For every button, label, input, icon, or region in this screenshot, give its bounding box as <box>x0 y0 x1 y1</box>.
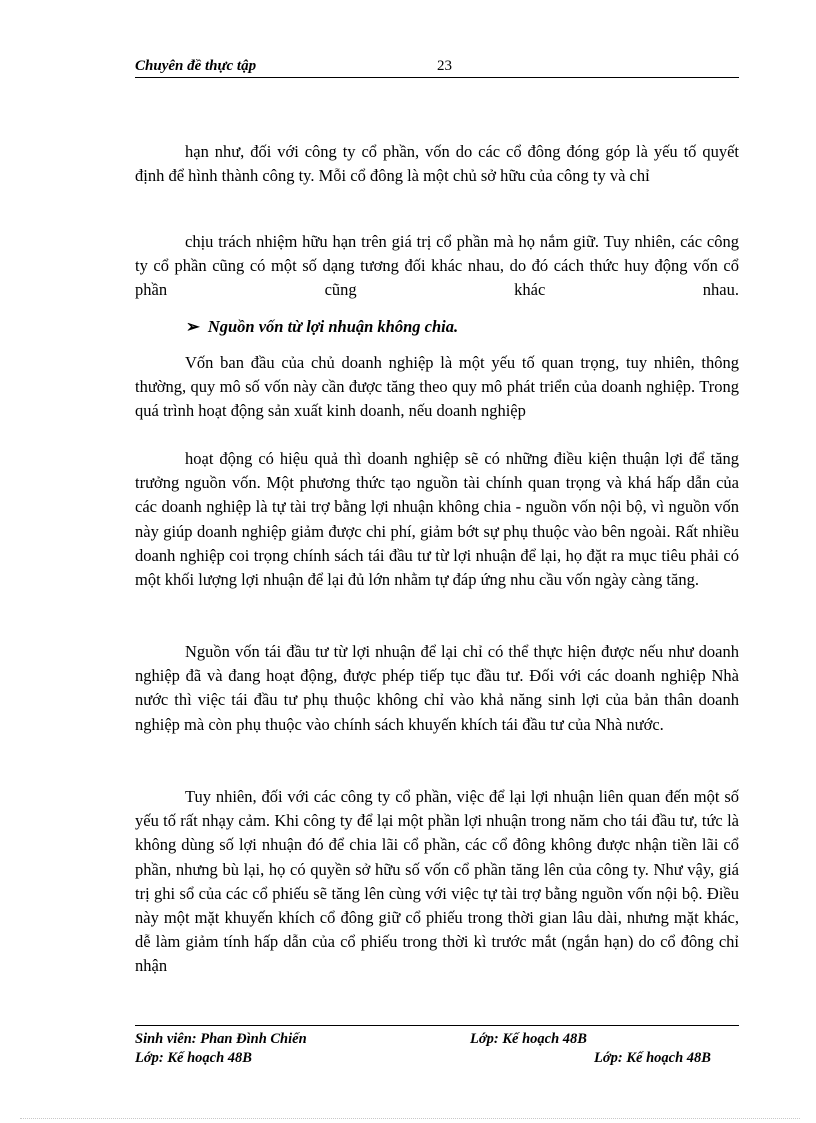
paragraph-block-5 <box>135 640 739 737</box>
footer-class-right-1: Lớp: Kế hoạch 48B <box>470 1031 587 1047</box>
paragraph: hạn như, đối với công ty cổ phần, vốn do các cổ đông đóng góp là yếu tố quyết định để hình thành công ty. Mỗi cổ đông là một chủ sở hữu của công ty và chỉ <box>135 142 739 186</box>
paragraph: Vốn ban đầu của chủ doanh nghiệp là một yếu tố quan trọng, tuy nhiên, thông thường, quy mô số vốn này cần được tăng theo quy mô phát triển của doanh nghiệp. Trong quá trình hoạt động sản xuất kinh doanh, nếu doanh nghiệp <box>135 353 739 421</box>
footer-student: Sinh viên: Phan Đình Chiến <box>135 1031 307 1047</box>
paragraph: Tuy nhiên, đối với các công ty cổ phần, việc để lại lợi nhuận liên quan đến một số yếu tố rất nhạy cảm. Khi công ty để lại một phần lợi nhuận trong năm cho tái đầu tư, tức là không dùng số lợi nhuận đó để chia lãi cổ phần, các cổ đông không được nhận tiền lãi cổ phần, nhưng bù lại, họ có quyền sở hữu số vốn cổ phần tăng lên của công ty. Như vậy, giá trị ghi sổ của các cổ phiếu sẽ tăng lên cùng với việc tự tài trợ bằng nguồn vốn nội bộ. Điều này một mặt khuyến khích cổ đông giữ cổ phiếu trong thời gian lâu dài, nhưng mặt khác, dễ làm giảm tính hấp dẫn của cổ phiếu trong thời kì trước mắt (ngắn hạn) do cổ đông chỉ nhận <box>135 787 739 976</box>
header-title: Chuyên đề thực tập <box>135 58 257 74</box>
paragraph-block-4 <box>135 447 739 592</box>
section-heading <box>186 317 458 337</box>
arrow-bullet-icon: ➢ <box>186 317 200 336</box>
page-edge-divider <box>20 1118 800 1119</box>
footer-divider <box>135 1025 739 1026</box>
header-divider <box>135 77 739 78</box>
footer-class-right-2: Lớp: Kế hoạch 48B <box>594 1050 711 1066</box>
paragraph: chịu trách nhiệm hữu hạn trên giá trị cổ phần mà họ nắm giữ. Tuy nhiên, các công ty cổ phần cũng có một số dạng tương đối khác nhau, do đó cách thức huy động vốn cổ phần cũng khác nhau. <box>135 232 739 300</box>
footer-class-left-2: Lớp: Kế hoạch 48B <box>135 1050 252 1066</box>
page-number: 23 <box>437 58 452 74</box>
section-heading-text: Nguồn vốn từ lợi nhuận không chia. <box>207 317 459 336</box>
paragraph: hoạt động có hiệu quả thì doanh nghiệp sẽ có những điều kiện thuận lợi để tăng trưởng nguồn vốn. Một phương thức tạo nguồn tài chính quan trọng và khá hấp dẫn của các doanh nghiệp là tự tài trợ bằng lợi nhuận không chia - nguồn vốn nội bộ, vì nguồn vốn này giúp doanh nghiệp giảm được chi phí, giảm bớt sự phụ thuộc vào bên ngoài. Rất nhiều doanh nghiệp coi trọng chính sách tái đầu tư từ lợi nhuận để lại, họ đặt ra mục tiêu phải có một khối lượng lợi nhuận để lại đủ lớn nhằm tự đáp ứng nhu cầu vốn ngày càng tăng. <box>135 449 739 590</box>
paragraph-block-6 <box>135 785 739 979</box>
paragraph-block-1 <box>135 140 739 188</box>
paragraph: Nguồn vốn tái đầu tư từ lợi nhuận để lại chỉ có thể thực hiện được nếu như doanh nghiệp đã và đang hoạt động, được phép tiếp tục đầu tư. Đối với các doanh nghiệp Nhà nước thì việc tái đầu tư phụ thuộc không chỉ vào khả năng sinh lợi của bản thân doanh nghiệp mà còn phụ thuộc vào chính sách khuyến khích tái đầu tư của Nhà nước. <box>135 642 739 734</box>
paragraph-block-3 <box>135 351 739 424</box>
paragraph-block-2 <box>135 230 739 303</box>
